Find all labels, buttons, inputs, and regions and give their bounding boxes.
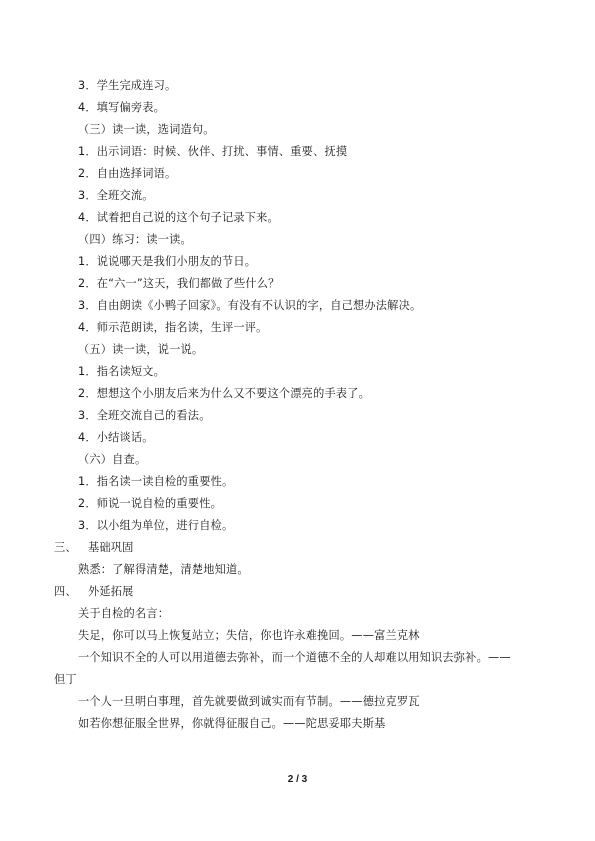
step-line: 3．以小组为单位，进行自检。 [78, 519, 234, 532]
quotes-intro: 关于自检的名言： [78, 607, 170, 620]
step-line: 4．试着把自己说的这个句子记录下来。 [78, 211, 279, 224]
step-line: 4．填写偏旁表。 [78, 101, 166, 114]
step-line: 4．师示范朗读，指名读，生评一评。 [78, 321, 268, 334]
section-number: 四、 [54, 585, 77, 598]
step-line: 1．说说哪天是我们小朋友的节日。 [78, 255, 257, 268]
step-line: 1．出示词语：时候、伙伴、打扰、事情、重要、抚摸 [78, 145, 348, 158]
quote-line: 一个人一旦明白事理，首先就要做到诚实而有节制。——德拉克罗瓦 [78, 695, 420, 708]
step-line: 3．学生完成连习。 [78, 79, 177, 92]
section-heading-4 [54, 583, 134, 601]
step-line: 4．小结谈话。 [78, 431, 154, 444]
subsection-heading: （五）读一读，说一说。 [78, 343, 204, 356]
section-title: 外延拓展 [88, 585, 134, 598]
quote-line: 如若你想征服全世界，你就得征服自己。——陀思妥耶夫斯基 [78, 717, 386, 730]
step-line: 2．自由选择词语。 [78, 167, 177, 180]
step-line: 3．全班交流自己的看法。 [78, 409, 211, 422]
step-line: 1．指名读一读自检的重要性。 [78, 475, 234, 488]
step-line: 2．在“六一”这天，我们都做了些什么？ [78, 277, 280, 290]
step-line: 3．全班交流。 [78, 189, 154, 202]
step-line: 3．自由朗读《小鸭子回家》。有没有不认识的字，自己想办法解决。 [78, 299, 422, 312]
subsection-heading: （四）练习：读一读。 [78, 233, 192, 246]
quote-line: 一个知识不全的人可以用道德去弥补，而一个道德不全的人却难以用知识去弥补。—— [78, 651, 511, 664]
section-heading-3 [54, 539, 134, 557]
page-number: 2 / 3 [287, 774, 308, 785]
step-line: 2．师说一说自检的重要性。 [78, 497, 222, 510]
subsection-heading: （三）读一读，选词造句。 [78, 123, 215, 136]
step-line: 2．想想这个小朋友后来为什么又不要这个漂亮的手表了。 [78, 387, 371, 400]
section-title: 基础巩固 [88, 541, 134, 554]
subsection-heading: （六）自查。 [78, 453, 147, 466]
quote-line: 失足，你可以马上恢复站立；失信，你也许永难挽回。——富兰克林 [78, 629, 420, 642]
quote-line-continued: 但丁 [54, 673, 77, 686]
section-body: 熟悉：了解得清楚，清楚地知道。 [78, 563, 249, 576]
section-number: 三、 [54, 541, 77, 554]
step-line: 1．指名读短文。 [78, 365, 166, 378]
